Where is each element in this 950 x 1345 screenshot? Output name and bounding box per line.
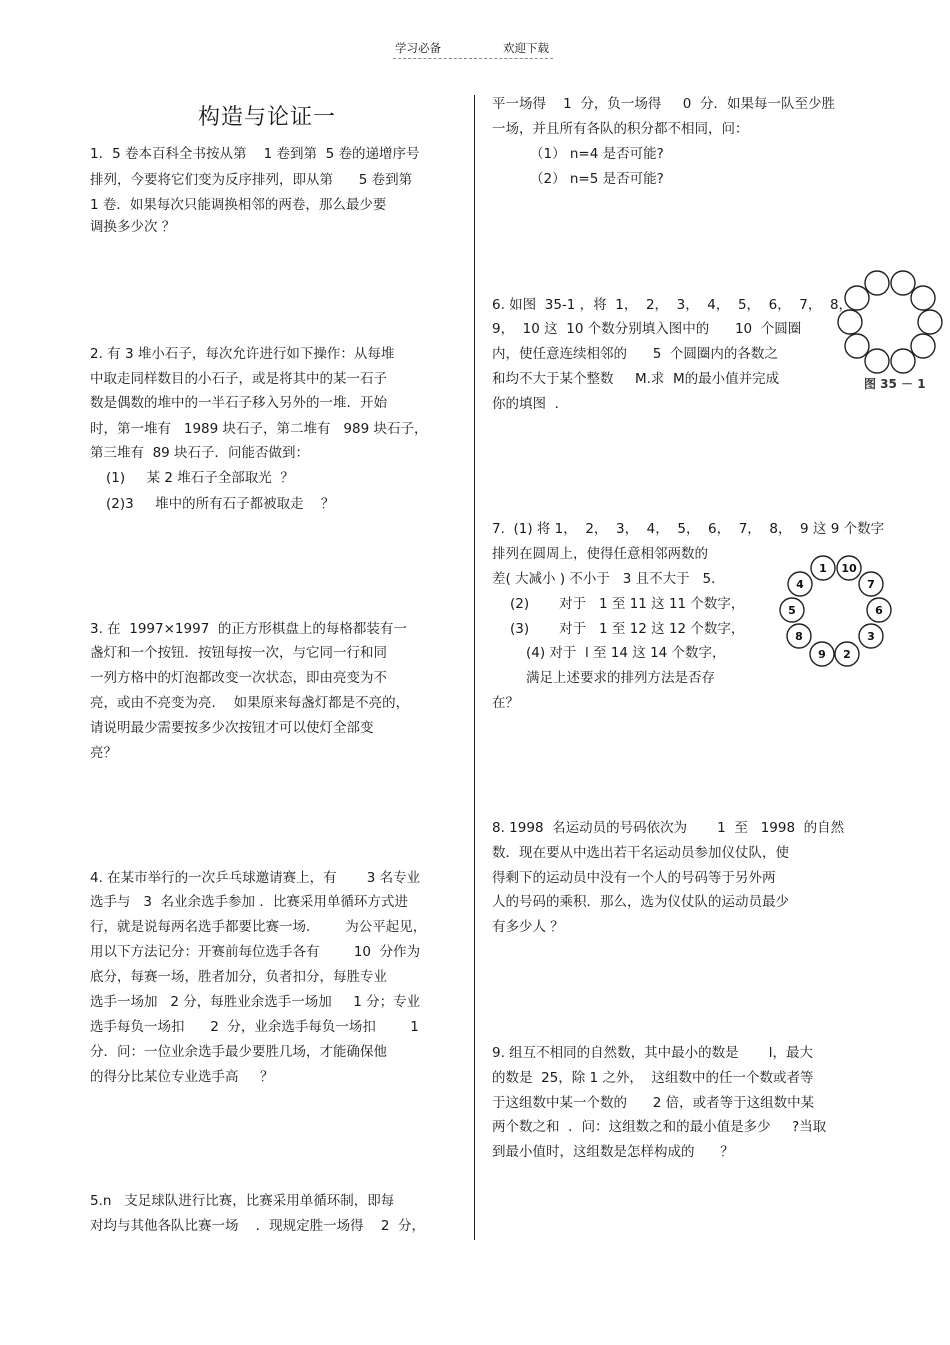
q7-line: (4) 对于 l 至 14 这 14 个数字， — [526, 645, 726, 661]
q3-line: 盏灯和一个按钮．按钮每按一次，与它同一行和同 — [90, 645, 387, 661]
q8-line: 人的号码的乘积．那么，选为仪仗队的运动员最少 — [492, 894, 789, 910]
figure-35-1-label: 图 35 － 1 — [864, 377, 926, 391]
fig1-circle — [845, 286, 869, 310]
q5-line: 对均与其他各队比赛一场 ．现规定胜一场得 2 分， — [90, 1218, 426, 1234]
q4-line: 行，就是说每两名选手都要比赛一场． 为公平起见， — [90, 919, 427, 935]
fig2-number: 1 — [819, 562, 827, 575]
q2-line: 时，第一堆有 1989 块石子，第二堆有 989 块石子， — [90, 421, 428, 437]
q5-line: 5.n 支足球队进行比赛，比赛采用单循环制，即每 — [90, 1193, 395, 1209]
q1-line: 1 卷．如果每次只能调换相邻的两卷，那么最少要 — [90, 197, 387, 213]
header-right: 欢迎下载 — [503, 41, 549, 55]
fig2-number: 10 — [841, 562, 857, 575]
q3-line: 3. 在 1997×1997 的正方形棋盘上的每格都装有一 — [90, 621, 407, 637]
q2-line: (2)3 堆中的所有石子都被取走 ？ — [106, 496, 335, 512]
q4-line: 4. 在某市举行的一次乒乓球邀请赛上，有 3 名专业 — [90, 870, 421, 886]
q2-line: 2. 有 3 堆小石子，每次允许进行如下操作：从每堆 — [90, 346, 395, 362]
fig2-number: 5 — [788, 604, 796, 617]
q2-line: (1) 某 2 堆石子全部取光 ？ — [106, 470, 294, 486]
q6-line: 和均不大于某个整数 M.求 M的最小值并完成 — [492, 371, 780, 387]
q4-line: 选手与 3 名业余选手参加 ．比赛采用单循环方式进 — [90, 894, 408, 910]
page-title: 构造与论证一 — [198, 105, 337, 130]
q9-line: 两个数之和 ．问：这组数之和的最小值是多少 ?当取 — [492, 1119, 827, 1135]
fig1-circle — [891, 271, 915, 295]
q2-line: 数是偶数的堆中的一半石子移入另外的一堆．开始 — [90, 395, 387, 411]
q7-line: 7. (1) 将 1， 2， 3， 4， 5， 6， 7， 8， 9 这 9 个数字 — [492, 521, 885, 537]
q1-line: 1．5 卷本百科全书按从第 1 卷到第 5 卷的递增序号 — [90, 146, 420, 162]
fig1-circle — [838, 310, 862, 334]
q6-line: 6. 如图 35-1 ，将 1， 2， 3， 4， 5， 6， 7， 8， — [492, 297, 853, 313]
q8-line: 8. 1998 名运动员的号码依次为 1 至 1998 的自然 — [492, 820, 845, 836]
q9-line: 的数是 25，除 1 之外， 这组数中的任一个数或者等 — [492, 1070, 814, 1086]
fig2-number: 4 — [796, 578, 804, 591]
fig2-number: 7 — [867, 578, 875, 591]
fig1-circle — [911, 334, 935, 358]
fig2-number: 8 — [795, 630, 803, 643]
q7-line: 排列在圆周上，使得任意相邻两数的 — [492, 546, 708, 562]
q9-line: 9. 组互不相同的自然数，其中最小的数是 l，最大 — [492, 1045, 813, 1061]
q7-line: 在？ — [492, 695, 519, 711]
q7-line: 满足上述要求的排列方法是否存 — [526, 670, 715, 686]
fig1-circle — [865, 349, 889, 373]
fig1-circle — [911, 286, 935, 310]
fig1-circle — [918, 310, 942, 334]
q2-line: 第三堆有 89 块石子．问能否做到： — [90, 445, 310, 461]
q4-line: 分．问：一位业余选手最少要胜几场，才能确保他 — [90, 1044, 387, 1060]
q6-line: 你的填图 ． — [492, 396, 569, 412]
fig1-circle — [865, 271, 889, 295]
fig2-number: 9 — [818, 648, 826, 661]
q3-line: 亮，或由不亮变为亮． 如果原来每盏灯都是不亮的， — [90, 695, 410, 711]
q4-line: 选手每负一场扣 2 分，业余选手每负一场扣 1 — [90, 1019, 419, 1035]
page-header — [393, 40, 553, 59]
q7-line: (2) 对于 1 至 11 这 11 个数字， — [510, 596, 745, 612]
q5b-line: 平一场得 1 分，负一场得 0 分．如果每一队至少胜 — [492, 96, 835, 112]
q7-line: (3) 对于 1 至 12 这 12 个数字， — [510, 621, 745, 637]
q2-line: 中取走同样数目的小石子，或是将其中的某一石子 — [90, 371, 387, 387]
fig1-circle — [845, 334, 869, 358]
q8-line: 数．现在要从中选出若干名运动员参加仪仗队，使 — [492, 845, 789, 861]
q7-line: 差( 大减小 ) 不小于 3 且不大于 5． — [492, 571, 725, 587]
q8-line: 得剩下的运动员中没有一个人的号码等于另外两 — [492, 870, 776, 886]
q9-line: 于这组数中某一个数的 2 倍，或者等于这组数中某 — [492, 1095, 815, 1111]
q1-line: 排列，今要将它们变为反序排列，即从第 5 卷到第 — [90, 172, 413, 188]
fig2-number: 3 — [867, 630, 875, 643]
q4-line: 选手一场加 2 分，每胜业余选手一场加 1 分；专业 — [90, 994, 421, 1010]
q9-line: 到最小值时，这组数是怎样构成的 ？ — [492, 1144, 734, 1160]
fig1-circle — [891, 349, 915, 373]
column-divider — [474, 95, 475, 1240]
q4-line: 底分，每赛一场，胜者加分，负者扣分，每胜专业 — [90, 969, 387, 985]
q1-line: 调换多少次 ？ — [90, 219, 176, 235]
q5b-line: （1） n=4 是否可能? — [530, 146, 664, 162]
fig2-number: 6 — [875, 604, 883, 617]
header-left: 学习必备 — [395, 41, 441, 55]
q3-line: 一列方格中的灯泡都改变一次状态，即由亮变为不 — [90, 670, 387, 686]
figure-35-1 — [830, 265, 946, 395]
fig2-number: 2 — [843, 648, 851, 661]
figure-circle-arrangement — [775, 550, 900, 670]
q6-line: 9， 10 这 10 个数分别填入图中的 10 个圆圈 — [492, 321, 802, 337]
q4-line: 的得分比某位专业选手高 ？ — [90, 1069, 274, 1085]
q3-line: 亮？ — [90, 745, 117, 761]
q4-line: 用以下方法记分：开赛前每位选手各有 10 分作为 — [90, 944, 421, 960]
q5b-line: （2） n=5 是否可能? — [530, 171, 664, 187]
q8-line: 有多少人 ？ — [492, 919, 564, 935]
q6-line: 内，使任意连续相邻的 5 个圆圈内的各数之 — [492, 346, 778, 362]
q3-line: 请说明最少需要按多少次按钮才可以使灯全部变 — [90, 720, 374, 736]
q5b-line: 一场，并且所有各队的积分都不相同，问： — [492, 121, 749, 137]
